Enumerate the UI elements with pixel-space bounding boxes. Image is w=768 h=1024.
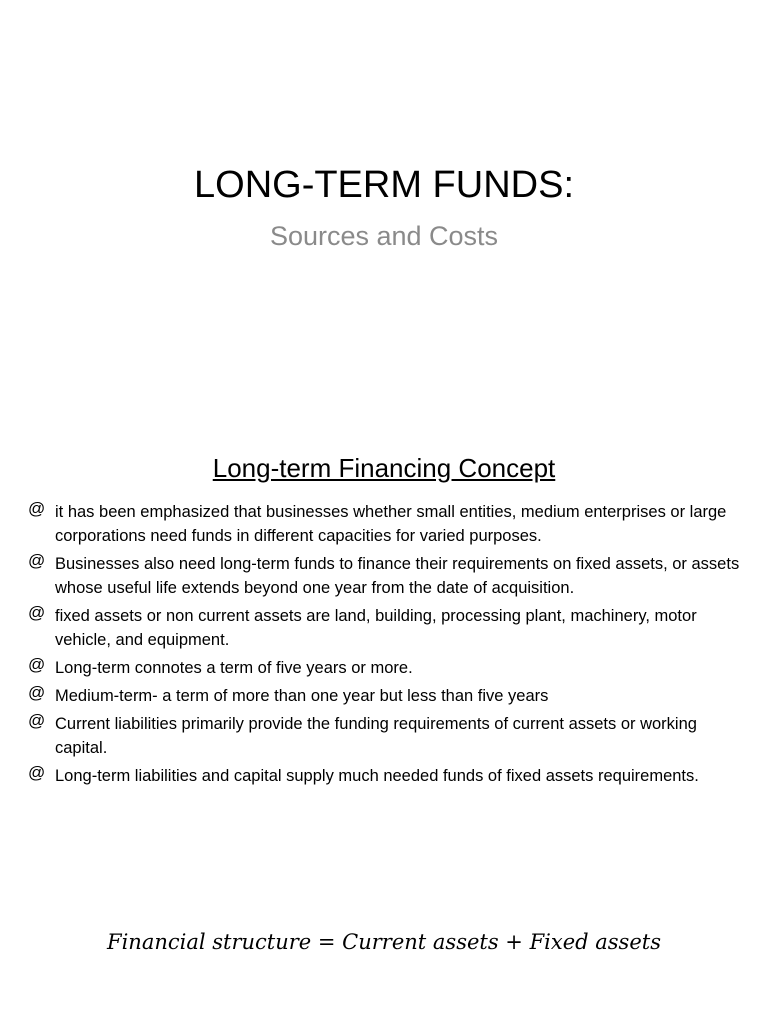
bullet-text: Businesses also need long-term funds to finance their requirements on fixed assets, or assets whose useful life extends beyond one year from the date of acquisition. <box>55 555 740 597</box>
financial-structure-formula: Financial structure = Current assets + Fixed assets <box>107 930 661 954</box>
page-subtitle: Sources and Costs <box>269 221 499 251</box>
bullet-text: Long-term liabilities and capital supply much needed funds of fixed assets requirements. <box>55 767 699 785</box>
bullet-list <box>28 500 750 792</box>
bullet-text: Medium-term- a term of more than one year but less than five years <box>55 687 549 705</box>
list-item <box>28 764 750 788</box>
bullet-text: Current liabilities primarily provide the funding requirements of current assets or working capital. <box>55 715 697 757</box>
list-item <box>28 684 750 708</box>
list-item <box>28 656 750 680</box>
bullet-marker: @ <box>28 711 46 730</box>
bullet-marker: @ <box>28 551 46 570</box>
bullet-text: fixed assets or non current assets are land, building, processing plant, machinery, motor vehicle, and equipment. <box>55 607 697 649</box>
bullet-text: it has been emphasized that businesses whether small entities, medium enterprises or large corporations need funds in different capacities for varied purposes. <box>55 503 727 545</box>
list-item <box>28 552 750 600</box>
bullet-text: Long-term connotes a term of five years or more. <box>55 659 413 677</box>
list-item <box>28 500 750 548</box>
bullet-marker: @ <box>28 683 46 702</box>
bullet-marker: @ <box>28 603 46 622</box>
page-title: LONG-TERM FUNDS: <box>194 164 574 206</box>
section-heading: Long-term Financing Concept <box>212 453 556 483</box>
bullet-marker: @ <box>28 499 46 518</box>
list-item <box>28 604 750 652</box>
bullet-marker: @ <box>28 655 46 674</box>
bullet-marker: @ <box>28 763 46 782</box>
list-item <box>28 712 750 760</box>
